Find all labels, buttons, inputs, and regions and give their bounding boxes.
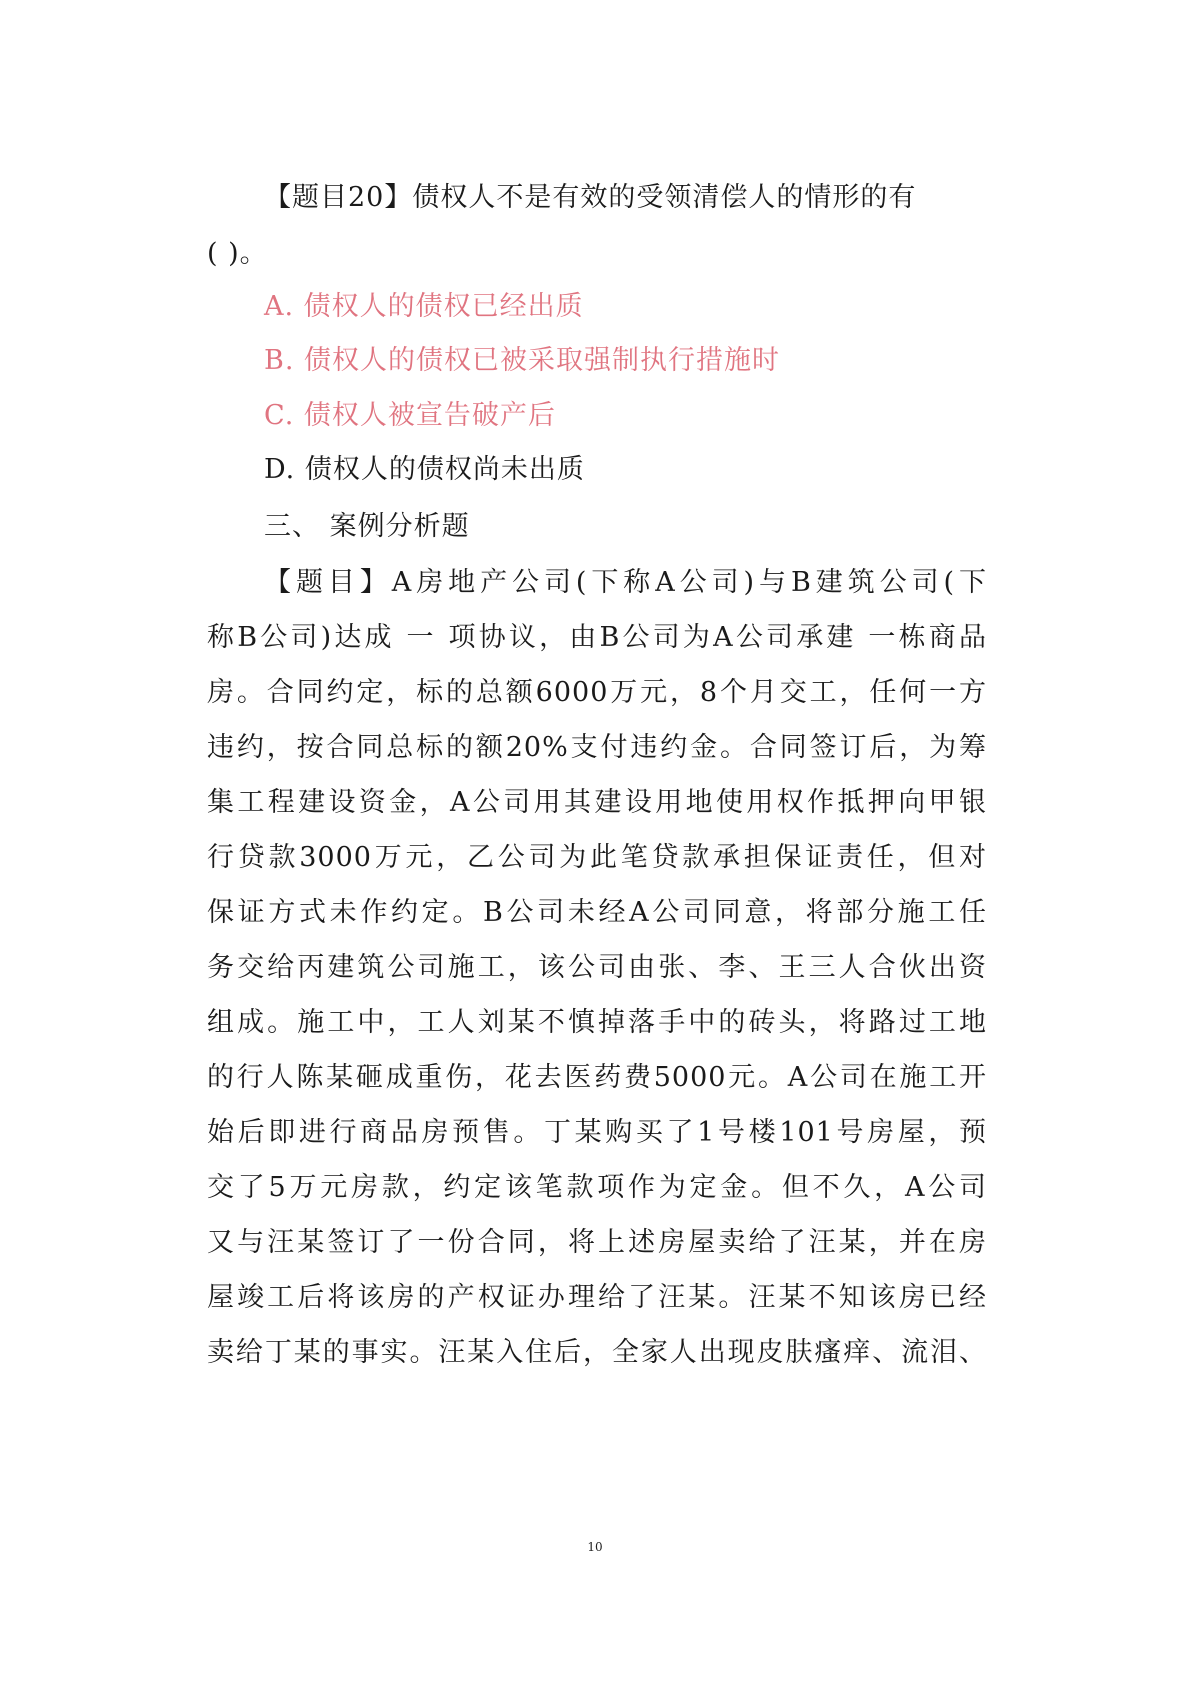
case-line: 【题目】A房地产公司(下称A公司)与B建筑公司(下	[264, 567, 987, 598]
case-line: 保证方式未作约定。B公司未经A公司同意，将部分施工任	[207, 897, 987, 928]
question-20-stem-line-2: ( )。	[207, 238, 268, 269]
case-line: 又与汪某签订了一份合同，将上述房屋卖给了汪某，并在房	[207, 1227, 987, 1258]
case-line: 务交给丙建筑公司施工，该公司由张、李、王三人合伙出资	[207, 952, 987, 983]
case-line: 组成。施工中，工人刘某不慎掉落手中的砖头，将路过工地	[207, 1007, 987, 1038]
case-line: 卖给丁某的事实。汪某入住后，全家人出现皮肤瘙痒、流泪、	[207, 1337, 987, 1368]
option-d: D. 债权人的债权尚未出质	[264, 454, 585, 485]
option-a: A. 债权人的债权已经出质	[264, 291, 584, 322]
case-line: 行贷款3000万元，乙公司为此笔贷款承担保证责任，但对	[207, 842, 987, 873]
case-line: 的行人陈某砸成重伤，花去医药费5000元。A公司在施工开	[207, 1062, 987, 1093]
case-line: 交了5万元房款，约定该笔款项作为定金。但不久，A公司	[207, 1172, 987, 1203]
section-heading: 三、 案例分析题	[264, 511, 470, 542]
case-line: 称B公司)达成 一 项协议，由B公司为A公司承建 一栋商品	[207, 622, 987, 653]
case-line: 房。合同约定，标的总额6000万元，8个月交工，任何一方	[207, 677, 987, 708]
option-b: B. 债权人的债权已被采取强制执行措施时	[264, 345, 781, 376]
case-line: 屋竣工后将该房的产权证办理给了汪某。汪某不知该房已经	[207, 1282, 987, 1313]
page-number: 10	[587, 1540, 603, 1554]
question-20-stem-line-1: 【题目20】债权人不是有效的受领清偿人的情形的有	[264, 182, 917, 213]
case-line: 始后即进行商品房预售。丁某购买了1号楼101号房屋，预	[207, 1117, 987, 1148]
option-c: C. 债权人被宣告破产后	[264, 400, 556, 431]
case-line: 集工程建设资金，A公司用其建设用地使用权作抵押向甲银	[207, 787, 987, 818]
case-line: 违约，按合同总标的额20%支付违约金。合同签订后，为筹	[207, 732, 987, 763]
